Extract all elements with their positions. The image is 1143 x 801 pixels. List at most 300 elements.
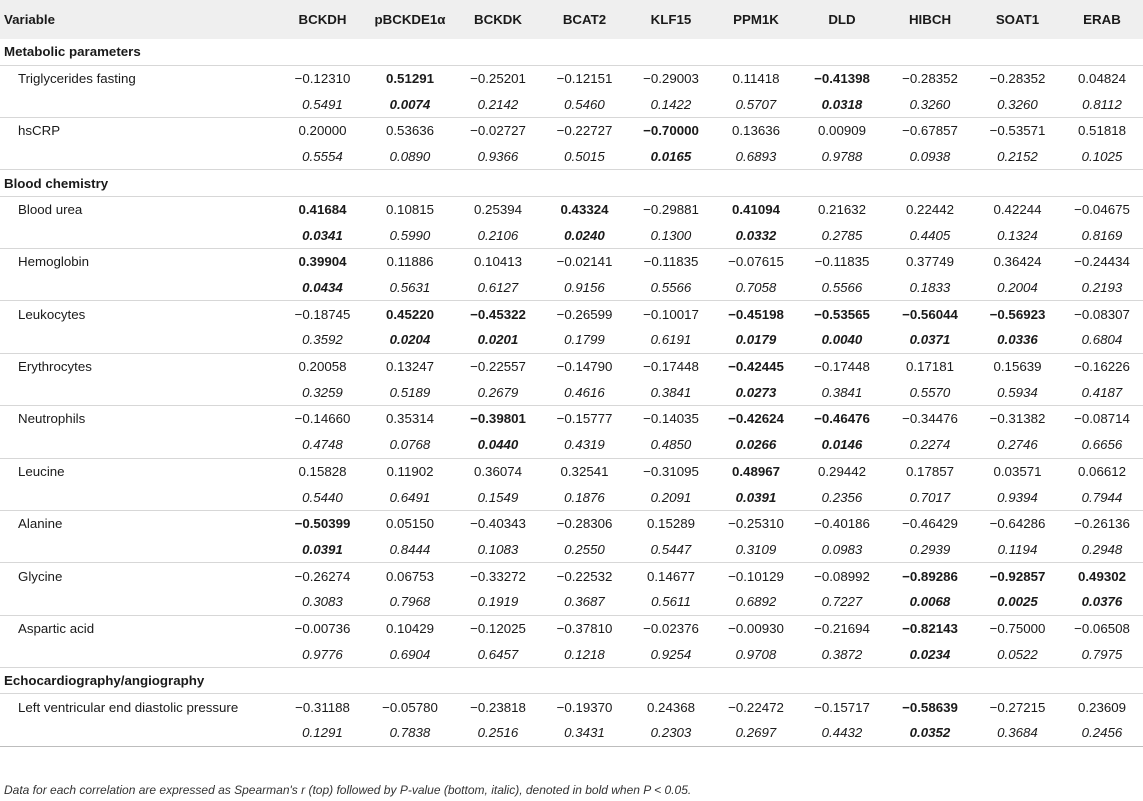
p-value-cell: 0.3684 (974, 720, 1061, 746)
p-value-cell: 0.0266 (714, 432, 798, 458)
section-title: Blood chemistry (0, 170, 1143, 196)
spearman-r-cell: −0.45198 (728, 306, 784, 322)
spearman-r-cell: −0.00736 (294, 620, 351, 636)
spearman-r-cell: 0.53636 (385, 123, 435, 139)
p-value-cell: 0.0983 (798, 537, 886, 563)
table-row-r-values (0, 196, 1143, 222)
p-value-cell: 0.3592 (280, 327, 365, 353)
spearman-r-cell: 0.03571 (993, 463, 1042, 479)
p-value-cell: 0.0768 (365, 432, 455, 458)
spearman-r-cell: −0.22727 (556, 123, 613, 139)
spearman-r-cell: −0.12310 (294, 71, 351, 87)
p-value-cell: 0.9776 (280, 641, 365, 667)
p-value-cell: 0.6457 (455, 641, 541, 667)
spearman-r-cell: −0.26136 (1074, 516, 1130, 532)
table-row-r-values (0, 563, 1143, 589)
p-value-cell: 0.7968 (365, 589, 455, 615)
spearman-r-cell: −0.04675 (1074, 201, 1130, 217)
spearman-r-cell: 0.10413 (473, 254, 523, 270)
spearman-r-cell: 0.22442 (905, 201, 955, 217)
spearman-r-cell: −0.16226 (1074, 359, 1130, 375)
spearman-r-cell: 0.24368 (646, 699, 696, 715)
table-row-p-values (0, 589, 1143, 615)
spearman-r-cell: −0.40343 (470, 516, 526, 532)
p-value-cell: 0.1833 (886, 275, 974, 301)
spearman-r-cell: −0.02376 (643, 620, 699, 636)
spearman-r-cell: −0.02727 (470, 123, 526, 139)
spearman-r-cell: −0.14035 (643, 411, 699, 427)
p-value-cell: 0.0341 (280, 222, 365, 248)
spearman-r-cell: 0.14677 (646, 568, 696, 584)
spearman-r-cell: −0.08714 (1074, 411, 1130, 427)
spearman-r-cell: −0.12151 (556, 71, 613, 87)
table-row-r-values (0, 353, 1143, 379)
p-value-cell: 0.1876 (541, 484, 628, 510)
row-label-blank (0, 379, 280, 405)
row-label-blank (0, 589, 280, 615)
p-value-cell: 0.5015 (541, 144, 628, 170)
table-row-p-values (0, 432, 1143, 458)
table-row-r-values (0, 510, 1143, 536)
table-row-p-values (0, 327, 1143, 353)
column-header-variable: Variable (4, 12, 56, 27)
p-value-cell: 0.5189 (365, 379, 455, 405)
table-footnote: Data for each correlation are expressed as Spearman's r (top) followed by P-value (bottom, italic), denoted in bold when P < 0.05. (4, 783, 692, 797)
spearman-r-cell: 0.36074 (473, 463, 523, 479)
column-header: HIBCH (908, 12, 952, 27)
spearman-r-cell: 0.42244 (993, 201, 1042, 217)
p-value-cell: 0.2004 (974, 275, 1061, 301)
spearman-r-cell: −0.26274 (294, 568, 351, 584)
section-header-row (0, 668, 1143, 694)
p-value-cell: 0.2152 (974, 144, 1061, 170)
p-value-cell: 0.4319 (541, 432, 628, 458)
row-label-blank (0, 275, 280, 301)
row-label: Blood urea (18, 201, 83, 217)
column-header: pBCKDE1α (374, 12, 446, 27)
column-header: BCKDK (473, 12, 522, 27)
column-header: ERAB (1083, 12, 1121, 27)
p-value-cell: 0.6491 (365, 484, 455, 510)
spearman-r-cell: −0.64286 (989, 516, 1046, 532)
p-value-cell: 0.6804 (1061, 327, 1143, 353)
p-value-cell: 0.1218 (541, 641, 628, 667)
spearman-r-cell: −0.26599 (556, 306, 613, 322)
p-value-cell: 0.3841 (798, 379, 886, 405)
table-row-p-values (0, 144, 1143, 170)
spearman-r-cell: 0.11418 (732, 71, 780, 87)
p-value-cell: 0.3841 (628, 379, 714, 405)
spearman-r-cell: −0.41398 (814, 71, 870, 87)
header-row (0, 0, 1143, 39)
p-value-cell: 0.0938 (886, 144, 974, 170)
p-value-cell: 0.2356 (798, 484, 886, 510)
p-value-cell: 0.6892 (714, 589, 798, 615)
spearman-r-cell: 0.37749 (905, 254, 955, 270)
p-value-cell: 0.2456 (1061, 720, 1143, 746)
column-header: KLF15 (650, 12, 692, 27)
p-value-cell: 0.1194 (974, 537, 1061, 563)
table-row-p-values (0, 720, 1143, 746)
p-value-cell: 0.1025 (1061, 144, 1143, 170)
spearman-r-cell: 0.17181 (905, 359, 955, 375)
table-row-p-values (0, 275, 1143, 301)
spearman-r-cell: −0.42624 (728, 411, 784, 427)
spearman-r-cell: −0.46476 (814, 411, 870, 427)
spearman-r-cell: −0.23818 (470, 699, 526, 715)
table-row-r-values (0, 615, 1143, 641)
spearman-r-cell: −0.11835 (814, 254, 870, 270)
p-value-cell: 0.0440 (455, 432, 541, 458)
table-row-p-values (0, 91, 1143, 117)
spearman-r-cell: −0.28306 (556, 516, 613, 532)
p-value-cell: 0.7017 (886, 484, 974, 510)
p-value-cell: 0.2948 (1061, 537, 1143, 563)
spearman-r-cell: −0.24434 (1074, 254, 1130, 270)
spearman-r-cell: −0.14790 (556, 359, 613, 375)
spearman-r-cell: 0.21632 (817, 201, 867, 217)
spearman-r-cell: 0.20058 (298, 359, 347, 375)
spearman-r-cell: 0.13247 (385, 359, 435, 375)
spearman-r-cell: 0.32541 (560, 463, 609, 479)
p-value-cell: 0.2550 (541, 537, 628, 563)
row-label-blank (0, 144, 280, 170)
spearman-r-cell: −0.39801 (470, 411, 526, 427)
spearman-r-cell: 0.00909 (817, 123, 867, 139)
p-value-cell: 0.3431 (541, 720, 628, 746)
row-label: Erythrocytes (18, 359, 92, 375)
spearman-r-cell: 0.49302 (1077, 568, 1127, 584)
spearman-r-cell: −0.50399 (294, 516, 351, 532)
spearman-r-cell: 0.43324 (560, 201, 609, 217)
spearman-r-cell: −0.10129 (728, 568, 784, 584)
p-value-cell: 0.7975 (1061, 641, 1143, 667)
p-value-cell: 0.0074 (365, 91, 455, 117)
p-value-cell: 0.1422 (628, 91, 714, 117)
p-value-cell: 0.5611 (628, 589, 714, 615)
p-value-cell: 0.2303 (628, 720, 714, 746)
p-value-cell: 0.3872 (798, 641, 886, 667)
p-value-cell: 0.8112 (1061, 91, 1143, 117)
spearman-r-cell: 0.06753 (385, 568, 435, 584)
row-label: Neutrophils (18, 411, 86, 427)
p-value-cell: 0.0890 (365, 144, 455, 170)
row-label-blank (0, 327, 280, 353)
table-row-r-values (0, 249, 1143, 275)
p-value-cell: 0.0336 (974, 327, 1061, 353)
table-row-r-values (0, 458, 1143, 484)
p-value-cell: 0.0068 (886, 589, 974, 615)
p-value-cell: 0.5990 (365, 222, 455, 248)
spearman-r-cell: −0.07615 (728, 254, 784, 270)
p-value-cell: 0.7838 (365, 720, 455, 746)
spearman-r-cell: −0.31382 (989, 411, 1046, 427)
row-label: Triglycerides fasting (18, 71, 136, 87)
p-value-cell: 0.2785 (798, 222, 886, 248)
spearman-r-cell: −0.75000 (989, 620, 1046, 636)
spearman-r-cell: −0.33272 (470, 568, 526, 584)
spearman-r-cell: −0.17448 (643, 359, 699, 375)
spearman-r-cell: −0.22472 (728, 699, 784, 715)
spearman-r-cell: 0.11886 (386, 254, 434, 270)
spearman-r-cell: −0.22532 (556, 568, 613, 584)
p-value-cell: 0.7944 (1061, 484, 1143, 510)
row-label-blank (0, 432, 280, 458)
p-value-cell: 0.0240 (541, 222, 628, 248)
p-value-cell: 0.7227 (798, 589, 886, 615)
p-value-cell: 0.4405 (886, 222, 974, 248)
row-label: Leukocytes (18, 306, 86, 322)
spearman-r-cell: −0.29003 (643, 71, 699, 87)
spearman-r-cell: −0.31095 (643, 463, 699, 479)
spearman-r-cell: 0.15639 (993, 359, 1042, 375)
p-value-cell: 0.1083 (455, 537, 541, 563)
p-value-cell: 0.0165 (628, 144, 714, 170)
p-value-cell: 0.4432 (798, 720, 886, 746)
spearman-r-cell: −0.25310 (728, 516, 784, 532)
row-label: Left ventricular end diastolic pressure (18, 699, 239, 715)
p-value-cell: 0.0376 (1061, 589, 1143, 615)
spearman-r-cell: −0.06508 (1074, 620, 1130, 636)
p-value-cell: 0.2679 (455, 379, 541, 405)
row-label: hsCRP (18, 123, 61, 139)
row-label-blank (0, 222, 280, 248)
spearman-r-cell: 0.36424 (993, 254, 1042, 270)
p-value-cell: 0.3260 (886, 91, 974, 117)
p-value-cell: 0.0522 (974, 641, 1061, 667)
section-title: Metabolic parameters (0, 39, 1143, 65)
p-value-cell: 0.9366 (455, 144, 541, 170)
spearman-r-cell: −0.19370 (556, 699, 613, 715)
spearman-r-cell: −0.00930 (728, 620, 784, 636)
p-value-cell: 0.3083 (280, 589, 365, 615)
spearman-r-cell: 0.04824 (1077, 71, 1127, 87)
table-row-p-values (0, 484, 1143, 510)
spearman-r-cell: 0.06612 (1077, 463, 1127, 479)
p-value-cell: 0.4850 (628, 432, 714, 458)
p-value-cell: 0.6191 (628, 327, 714, 353)
spearman-r-cell: 0.23609 (1077, 699, 1127, 715)
section-header-row (0, 39, 1143, 65)
p-value-cell: 0.2142 (455, 91, 541, 117)
spearman-r-cell: 0.17857 (905, 463, 955, 479)
p-value-cell: 0.9254 (628, 641, 714, 667)
table-row-r-values (0, 65, 1143, 91)
spearman-r-cell: −0.22557 (470, 359, 526, 375)
p-value-cell: 0.5566 (628, 275, 714, 301)
spearman-r-cell: −0.25201 (470, 71, 526, 87)
spearman-r-cell: 0.29442 (817, 463, 867, 479)
spearman-r-cell: −0.45322 (470, 306, 526, 322)
p-value-cell: 0.3109 (714, 537, 798, 563)
table-row-p-values (0, 379, 1143, 405)
row-label-blank (0, 641, 280, 667)
spearman-r-cell: 0.51291 (385, 71, 435, 87)
spearman-r-cell: 0.15289 (646, 516, 696, 532)
spearman-r-cell: −0.67857 (902, 123, 958, 139)
spearman-r-cell: 0.10815 (385, 201, 435, 217)
spearman-r-cell: −0.70000 (643, 123, 699, 139)
p-value-cell: 0.5447 (628, 537, 714, 563)
spearman-r-cell: −0.92857 (989, 568, 1046, 584)
p-value-cell: 0.2274 (886, 432, 974, 458)
spearman-r-cell: 0.25394 (473, 201, 523, 217)
p-value-cell: 0.5440 (280, 484, 365, 510)
table-body (0, 39, 1143, 746)
p-value-cell: 0.1549 (455, 484, 541, 510)
p-value-cell: 0.1291 (280, 720, 365, 746)
spearman-r-cell: −0.34476 (902, 411, 958, 427)
spearman-r-cell: 0.13636 (731, 123, 781, 139)
p-value-cell: 0.1324 (974, 222, 1061, 248)
p-value-cell: 0.6893 (714, 144, 798, 170)
p-value-cell: 0.4616 (541, 379, 628, 405)
table-row-r-values (0, 301, 1143, 327)
spearman-r-cell: −0.08307 (1074, 306, 1130, 322)
spearman-r-cell: 0.39904 (298, 254, 347, 270)
table-row-p-values (0, 537, 1143, 563)
p-value-cell: 0.8444 (365, 537, 455, 563)
spearman-r-cell: −0.56044 (902, 306, 958, 322)
spearman-r-cell: −0.02141 (556, 254, 613, 270)
spearman-r-cell: −0.28352 (989, 71, 1046, 87)
spearman-r-cell: −0.28352 (902, 71, 958, 87)
p-value-cell: 0.5460 (541, 91, 628, 117)
p-value-cell: 0.5631 (365, 275, 455, 301)
spearman-r-cell: −0.12025 (470, 620, 526, 636)
p-value-cell: 0.3259 (280, 379, 365, 405)
spearman-r-cell: −0.17448 (814, 359, 870, 375)
spearman-r-cell: −0.56923 (989, 306, 1046, 322)
p-value-cell: 0.2193 (1061, 275, 1143, 301)
p-value-cell: 0.3687 (541, 589, 628, 615)
row-label-blank (0, 537, 280, 563)
p-value-cell: 0.0201 (455, 327, 541, 353)
spearman-r-cell: −0.15717 (814, 699, 870, 715)
p-value-cell: 0.0434 (280, 275, 365, 301)
column-header: BCKDH (298, 12, 347, 27)
p-value-cell: 0.0146 (798, 432, 886, 458)
spearman-r-cell: 0.51818 (1077, 123, 1127, 139)
p-value-cell: 0.9394 (974, 484, 1061, 510)
p-value-cell: 0.3260 (974, 91, 1061, 117)
p-value-cell: 0.9708 (714, 641, 798, 667)
table-row-p-values (0, 222, 1143, 248)
spearman-r-cell: −0.05780 (382, 699, 438, 715)
spearman-r-cell: −0.40186 (814, 516, 870, 532)
p-value-cell: 0.9788 (798, 144, 886, 170)
spearman-r-cell: 0.20000 (298, 123, 347, 139)
p-value-cell: 0.4748 (280, 432, 365, 458)
p-value-cell: 0.1799 (541, 327, 628, 353)
p-value-cell: 0.0273 (714, 379, 798, 405)
spearman-r-cell: −0.82143 (902, 620, 958, 636)
spearman-r-cell: 0.48967 (731, 463, 781, 479)
p-value-cell: 0.5566 (798, 275, 886, 301)
p-value-cell: 0.0040 (798, 327, 886, 353)
row-label-blank (0, 91, 280, 117)
spearman-r-cell: −0.89286 (902, 568, 958, 584)
p-value-cell: 0.5934 (974, 379, 1061, 405)
spearman-r-cell: 0.41094 (731, 201, 781, 217)
spearman-r-cell: 0.11902 (386, 463, 434, 479)
column-header: BCAT2 (562, 12, 607, 27)
spearman-r-cell: −0.46429 (902, 516, 958, 532)
table-row-r-values (0, 118, 1143, 144)
row-label: Leucine (18, 463, 65, 479)
row-label-blank (0, 720, 280, 746)
row-label: Alanine (18, 516, 63, 532)
table-row-p-values (0, 641, 1143, 667)
spearman-r-cell: 0.15828 (298, 463, 347, 479)
p-value-cell: 0.7058 (714, 275, 798, 301)
spearman-r-cell: −0.53565 (814, 306, 870, 322)
row-label-blank (0, 484, 280, 510)
spearman-r-cell: −0.15777 (556, 411, 613, 427)
p-value-cell: 0.2746 (974, 432, 1061, 458)
p-value-cell: 0.2516 (455, 720, 541, 746)
p-value-cell: 0.0025 (974, 589, 1061, 615)
row-label: Hemoglobin (18, 254, 89, 270)
p-value-cell: 0.2091 (628, 484, 714, 510)
spearman-r-cell: −0.31188 (295, 699, 350, 715)
spearman-r-cell: 0.45220 (385, 306, 435, 322)
spearman-r-cell: −0.42445 (728, 359, 784, 375)
p-value-cell: 0.2939 (886, 537, 974, 563)
spearman-r-cell: 0.35314 (385, 411, 435, 427)
spearman-r-cell: −0.08992 (814, 568, 870, 584)
p-value-cell: 0.0204 (365, 327, 455, 353)
spearman-r-cell: −0.10017 (643, 306, 699, 322)
p-value-cell: 0.0371 (886, 327, 974, 353)
spearman-r-cell: 0.05150 (385, 516, 435, 532)
table-row-r-values (0, 694, 1143, 720)
spearman-r-cell: −0.53571 (989, 123, 1046, 139)
p-value-cell: 0.0234 (886, 641, 974, 667)
row-label: Aspartic acid (18, 620, 95, 636)
spearman-r-cell: −0.11835 (643, 254, 699, 270)
p-value-cell: 0.1919 (455, 589, 541, 615)
table-header (0, 0, 1143, 39)
column-header: PPM1K (733, 12, 779, 27)
spearman-r-cell: −0.14660 (294, 411, 351, 427)
spearman-r-cell: −0.27215 (989, 699, 1046, 715)
p-value-cell: 0.0391 (714, 484, 798, 510)
spearman-r-cell: −0.29881 (643, 201, 699, 217)
p-value-cell: 0.9156 (541, 275, 628, 301)
p-value-cell: 0.6656 (1061, 432, 1143, 458)
spearman-r-cell: 0.41684 (298, 201, 347, 217)
row-label: Glycine (18, 568, 63, 584)
p-value-cell: 0.5570 (886, 379, 974, 405)
p-value-cell: 0.2106 (455, 222, 541, 248)
p-value-cell: 0.0318 (798, 91, 886, 117)
p-value-cell: 0.0332 (714, 222, 798, 248)
p-value-cell: 0.6904 (365, 641, 455, 667)
p-value-cell: 0.0352 (886, 720, 974, 746)
p-value-cell: 0.6127 (455, 275, 541, 301)
p-value-cell: 0.5491 (280, 91, 365, 117)
spearman-r-cell: −0.18745 (294, 306, 351, 322)
table-row-r-values (0, 406, 1143, 432)
p-value-cell: 0.5707 (714, 91, 798, 117)
spearman-r-cell: −0.21694 (814, 620, 870, 636)
column-header: SOAT1 (995, 12, 1040, 27)
p-value-cell: 0.2697 (714, 720, 798, 746)
spearman-r-cell: 0.10429 (385, 620, 435, 636)
p-value-cell: 0.1300 (628, 222, 714, 248)
p-value-cell: 0.8169 (1061, 222, 1143, 248)
